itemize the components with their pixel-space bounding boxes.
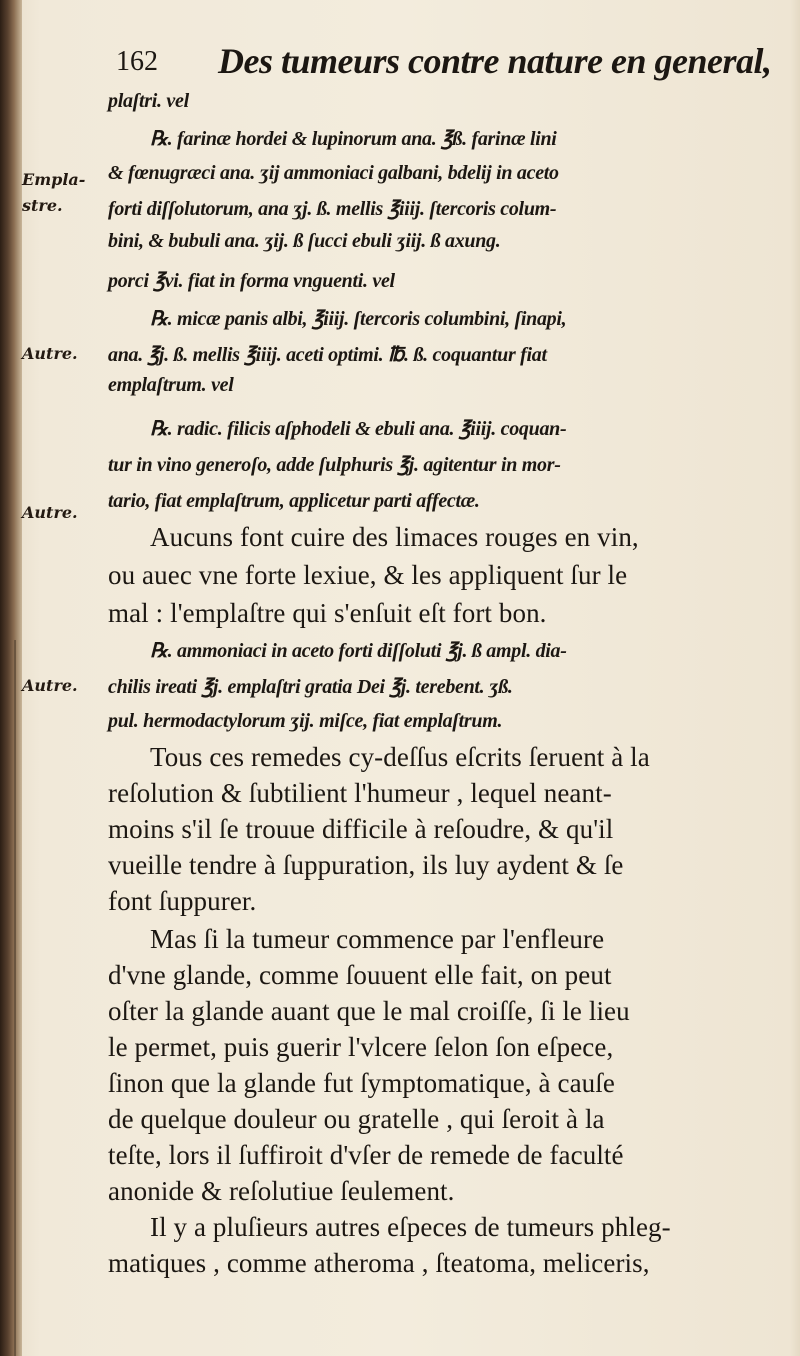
text-line: Mas ſi la tumeur commence par l'enfleure bbox=[150, 924, 605, 954]
text-line: Aucuns font cuire des limaces rouges en vin, bbox=[150, 522, 639, 552]
text-line: tur in vino generoſo, adde ſulphuris ℥j. agitentur in mor- bbox=[108, 454, 561, 476]
text-line: ſinon que la glande fut ſymptomatique, à cauſe bbox=[108, 1068, 615, 1098]
text-line: ana. ℥j. ß. mellis ℥iiij. aceti optimi. ℔. ß. coquantur fiat bbox=[108, 344, 547, 366]
text-line: ou auec vne forte lexiue, & les appliquent ſur le bbox=[108, 560, 628, 590]
running-title: Des tumeurs contre nature en general, bbox=[218, 41, 772, 81]
page-edge-line bbox=[14, 640, 16, 1356]
text-line: Tous ces remedes cy-deſſus eſcrits ſeruent à la bbox=[150, 742, 650, 772]
text-line: reſolution & ſubtilient l'humeur , lequel neant- bbox=[108, 778, 612, 808]
text-line: vueille tendre à ſuppuration, ils luy aydent & ſe bbox=[108, 850, 624, 880]
text-line: Il y a pluſieurs autres eſpeces de tumeurs phleg- bbox=[150, 1212, 671, 1242]
text-line: plaſtri. vel bbox=[108, 90, 189, 112]
text-line: porci ℥vi. fiat in forma vnguenti. vel bbox=[108, 270, 395, 292]
page-header bbox=[108, 40, 788, 88]
text-line: pul. hermodactylorum ʒij. miſce, fiat emplaſtrum. bbox=[108, 710, 503, 732]
text-line: bini, & bubuli ana. ʒij. ß ſucci ebuli ʒiij. ß axung. bbox=[108, 230, 501, 252]
text-line: le permet, puis guerir l'vlcere ſelon ſon eſpece, bbox=[108, 1032, 614, 1062]
text-line: tario, fiat emplaſtrum, applicetur parti affectæ. bbox=[108, 490, 480, 512]
text-line: chilis ireati ℥j. emplaſtri gratia Dei ℥j. terebent. ʒß. bbox=[108, 676, 513, 698]
margin-note: Autre. bbox=[22, 676, 78, 695]
text-line: matiques , comme atheroma , ſteatoma, meliceris, bbox=[108, 1248, 650, 1278]
text-line: d'vne glande, comme ſouuent elle fait, on peut bbox=[108, 960, 612, 990]
margin-note: Empla- bbox=[22, 170, 86, 189]
text-line: ℞. ammoniaci in aceto forti diſſoluti ℥j. ß ampl. dia- bbox=[150, 640, 567, 662]
margin-note: Autre. bbox=[22, 344, 78, 363]
text-line: ℞. radic. filicis aſphodeli & ebuli ana. ℥iiij. coquan- bbox=[150, 418, 567, 440]
text-line: oſter la glande auant que le mal croiſſe, ſi le lieu bbox=[108, 996, 630, 1026]
text-line: teſte, lors il ſuffiroit d'vſer de remede de faculté bbox=[108, 1140, 624, 1170]
text-line: ℞. micæ panis albi, ℥iiij. ſtercoris columbini, ſinapi, bbox=[150, 308, 567, 330]
page-number: 162 bbox=[116, 46, 158, 77]
margin-note: stre. bbox=[22, 196, 63, 215]
text-line: & fœnugræci ana. ʒij ammoniaci galbani, bdelij in aceto bbox=[108, 162, 559, 184]
text-line: de quelque douleur ou gratelle , qui ſeroit à la bbox=[108, 1104, 605, 1134]
book-binding bbox=[0, 0, 22, 1356]
text-line: moins s'il ſe trouue difficile à reſoudre, & qu'il bbox=[108, 814, 614, 844]
text-line: anonide & reſolutiue ſeulement. bbox=[108, 1176, 455, 1206]
text-line: emplaſtrum. vel bbox=[108, 374, 234, 396]
text-line: mal : l'emplaſtre qui s'enſuit eſt fort bon. bbox=[108, 598, 547, 628]
text-line: font ſuppurer. bbox=[108, 886, 257, 916]
text-line: forti diſſolutorum, ana ʒj. ß. mellis ℥iiij. ſtercoris colum- bbox=[108, 198, 557, 220]
margin-note: Autre. bbox=[22, 503, 78, 522]
text-line: ℞. farinæ hordei & lupinorum ana. ℥ß. farinæ lini bbox=[150, 128, 557, 150]
